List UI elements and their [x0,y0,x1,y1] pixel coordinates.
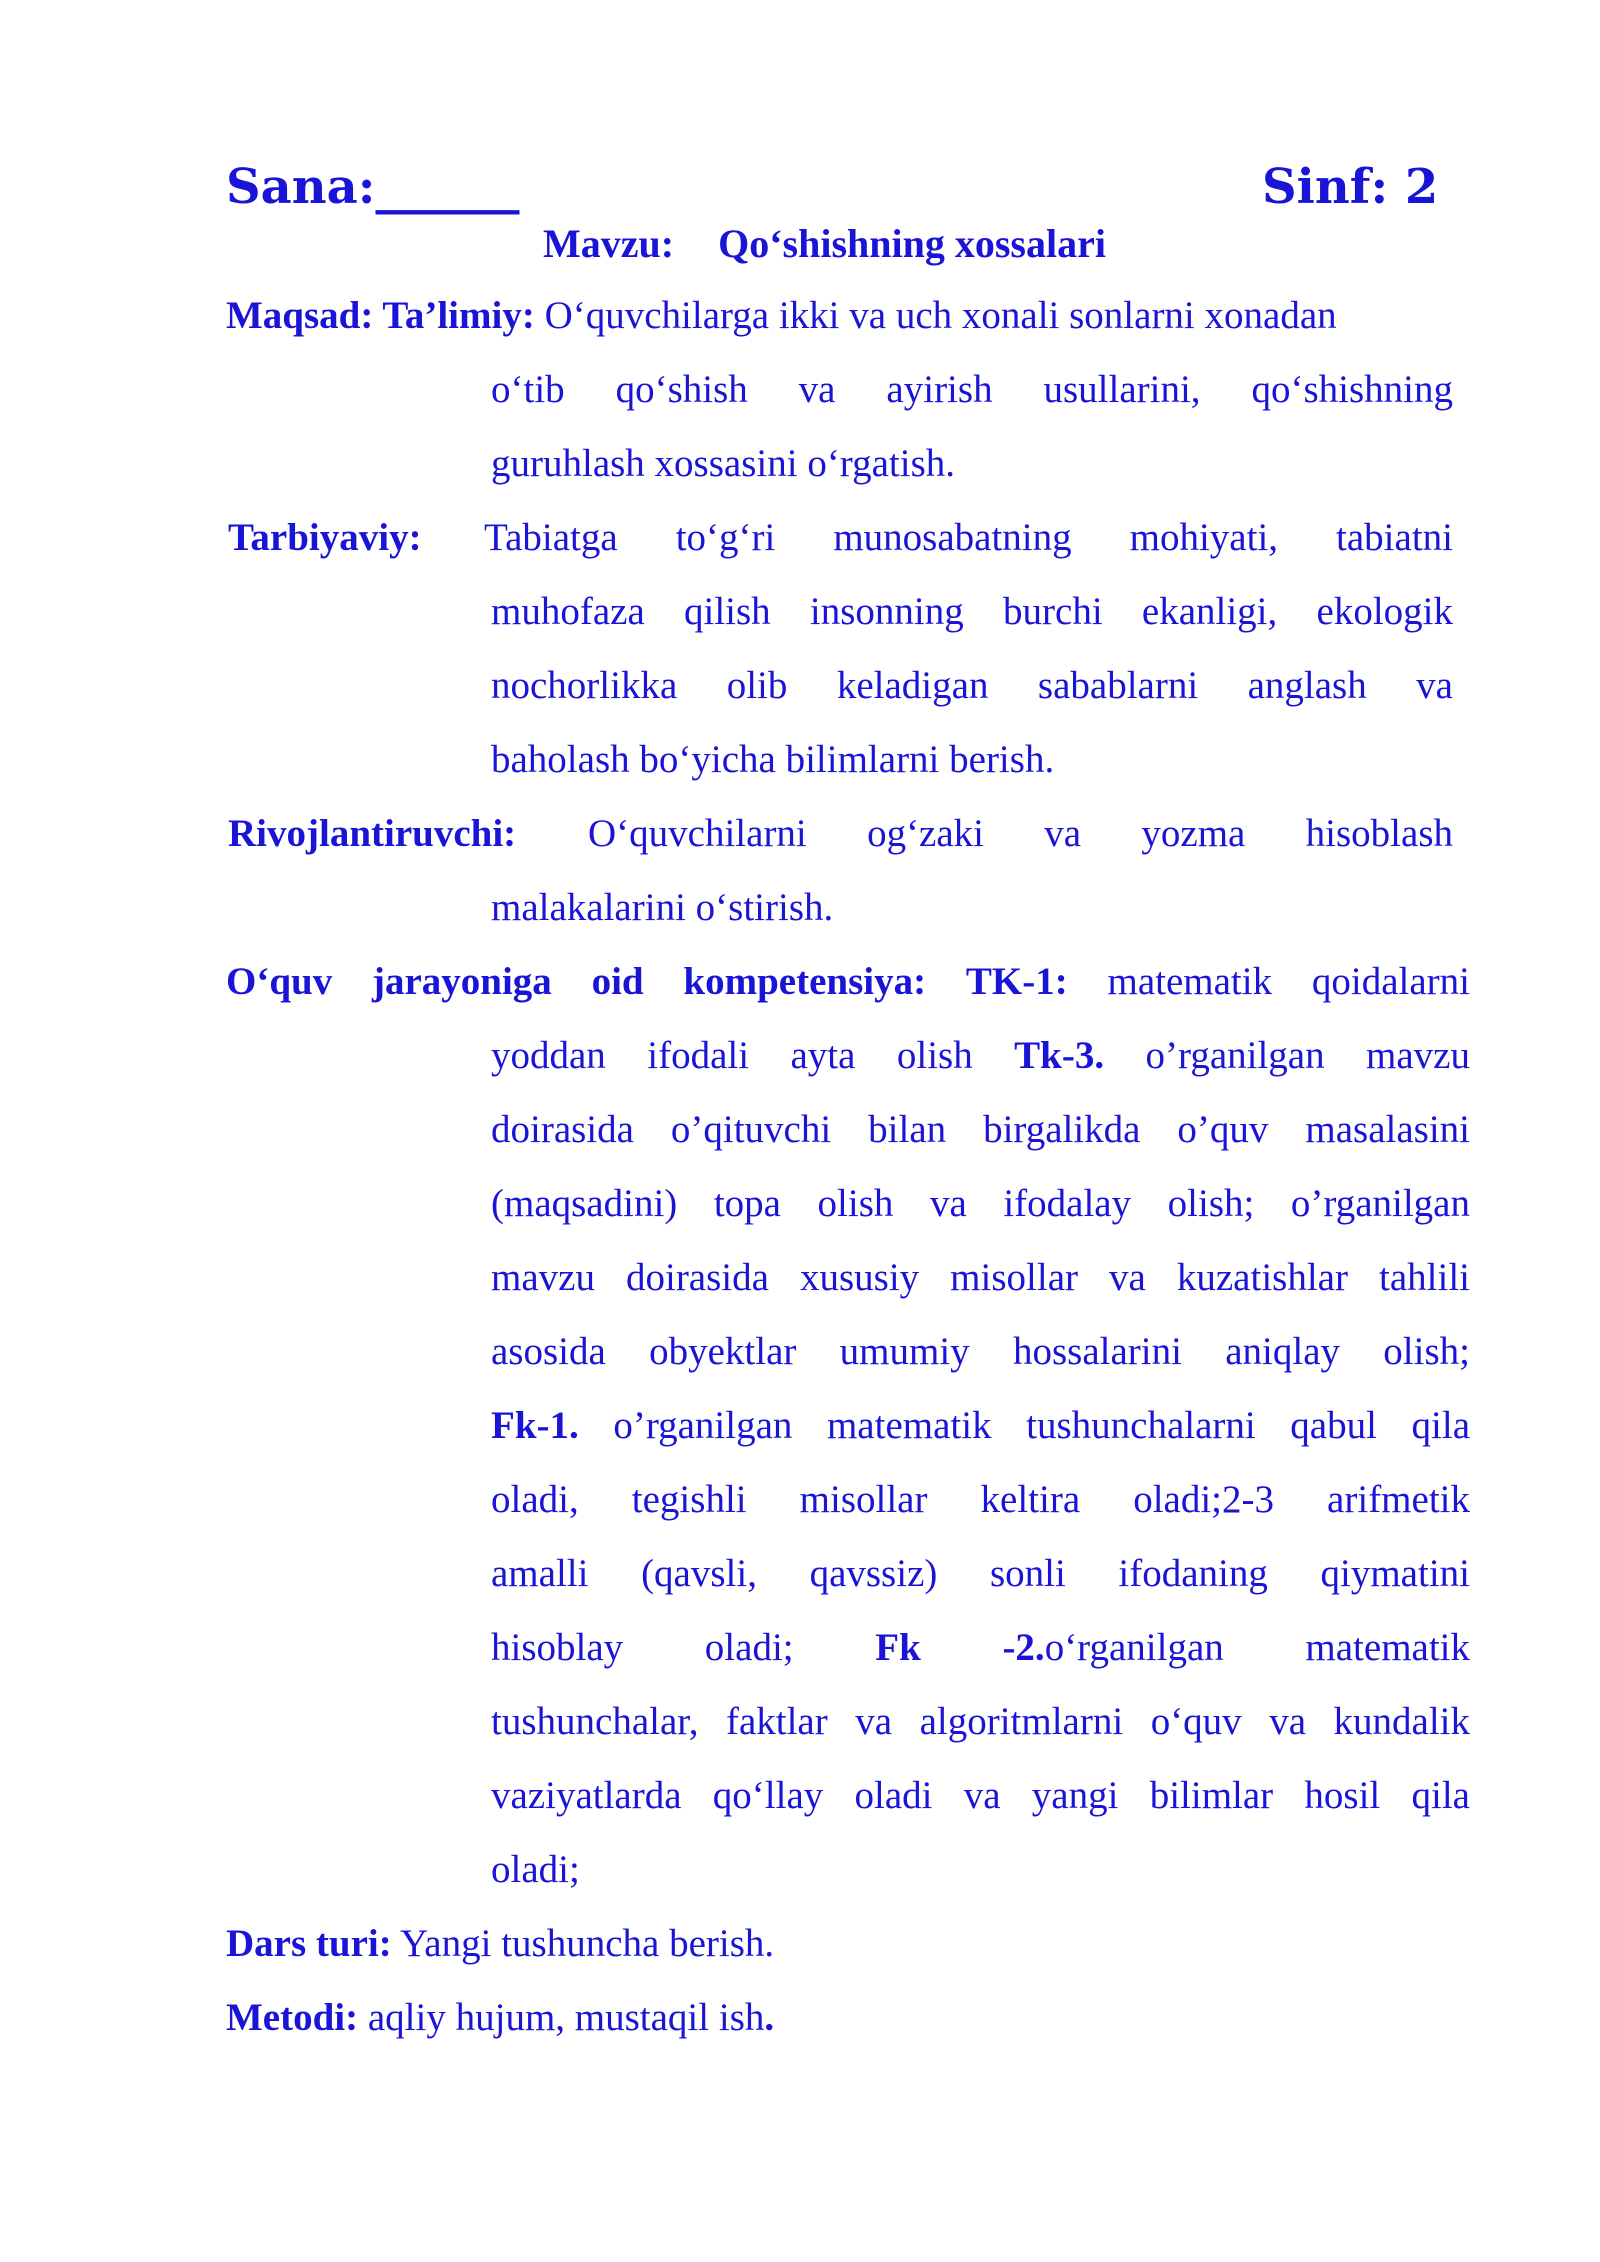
kompetensiya-line-2 [491,1019,1470,1093]
tk1-label: TK-1: [965,960,1068,1003]
kompetensiya-text: o‘rganilgan matematik [1044,1626,1471,1669]
kompetensiya-text-line: mavzu doirasida xususiy misollar va kuzatishlar tahlili [491,1256,1470,1299]
dars-turi-value: Yangi tushuncha berish. [400,1922,775,1965]
maqsad-text-line: O‘quvchilarga ikki va uch xonali sonlarni xonadan [544,294,1337,337]
kompetensiya-text-line: asosida obyektlar umumiy hossalarini aniqlay olish; [491,1330,1470,1373]
rivojlantiruvchi-text-line: malakalarini o‘stirish. [491,886,834,929]
metodi-period: . [764,1996,775,2039]
tarbiyaviy-text-line: muhofaza qilish insonning burchi ekanligi, ekologik [491,590,1453,633]
metodi-value: aqliy hujum, mustaqil ish [367,1996,765,2039]
kompetensiya-text: o’rganilgan matematik tushunchalarni qabul qila [613,1404,1470,1447]
kompetensiya-label: O‘quv jarayoniga oid kompetensiya: [226,960,927,1003]
tarbiyaviy-text-line: Tabiatga to‘g‘ri munosabatning mohiyati, tabiatni [484,516,1453,559]
kompetensiya-text: o’rganilgan mavzu [1145,1034,1470,1077]
maqsad-text-line: guruhlash xossasini o‘rgatish. [491,442,956,485]
rivojlantiruvchi-text-line: O‘quvchilarni og‘zaki va yozma hisoblash [588,812,1453,855]
topic-title: Qo‘shishning xossalari [718,221,1106,266]
dars-turi-label: Dars turi: [226,1922,392,1965]
tarbiyaviy-text-line: nochorlikka olib keladigan sabablarni anglash va [491,664,1453,707]
tarbiyaviy-label: Tarbiyaviy: [228,516,422,559]
kompetensiya-text-line: tushunchalar, faktlar va algoritmlarni o‘quv va kundalik [491,1700,1470,1743]
kompetensiya-text: hisoblay oladi; [491,1626,794,1669]
topic-label: Mavzu: [543,221,675,266]
kompetensiya-text-line: vaziyatlarda qo‘llay oladi va yangi bilimlar hosil qila [491,1774,1470,1817]
tk3-label: Tk-3. [1014,1034,1105,1077]
kompetensiya-text-line: amalli (qavsli, qavssiz) sonli ifodaning qiymatini [491,1552,1470,1595]
kompetensiya-first-line [226,945,1470,1019]
date-label: Sana:______ [226,159,520,215]
topic-heading [543,214,1106,274]
maqsad-first-line [226,279,1337,353]
metodi-label: Metodi: [226,1996,359,2039]
fk2-label: Fk -2. [875,1626,1045,1669]
kompetensiya-text-line: doirasida o’qituvchi bilan birgalikda o’quv masalasini [491,1108,1470,1151]
kompetensiya-text: matematik qoidalarni [1107,960,1471,1003]
kompetensiya-text-line: oladi; [491,1848,580,1891]
kompetensiya-fk2-line [491,1611,1470,1685]
class-label: Sinf: 2 [1262,159,1439,215]
tarbiyaviy-text-line: baholash bo‘yicha bilimlarni berish. [491,738,1055,781]
kompetensiya-text-line: (maqsadini) topa olish va ifodalay olish; o’rganilgan [491,1182,1470,1225]
rivojlantiruvchi-label: Rivojlantiruvchi: [228,812,517,855]
dars-turi-line [226,1907,774,1981]
kompetensiya-text-line: oladi, tegishli misollar keltira oladi;2-3 arifmetik [491,1478,1470,1521]
maqsad-text-line: o‘tib qo‘shish va ayirish usullarini, qo‘shishning [491,368,1453,411]
kompetensiya-fk1-line [491,1389,1470,1463]
fk1-label: Fk-1. [491,1404,579,1447]
metodi-line [226,1981,774,2055]
kompetensiya-text: yoddan ifodali ayta olish [491,1034,973,1077]
maqsad-label: Maqsad: Ta’limiy: [226,294,535,337]
